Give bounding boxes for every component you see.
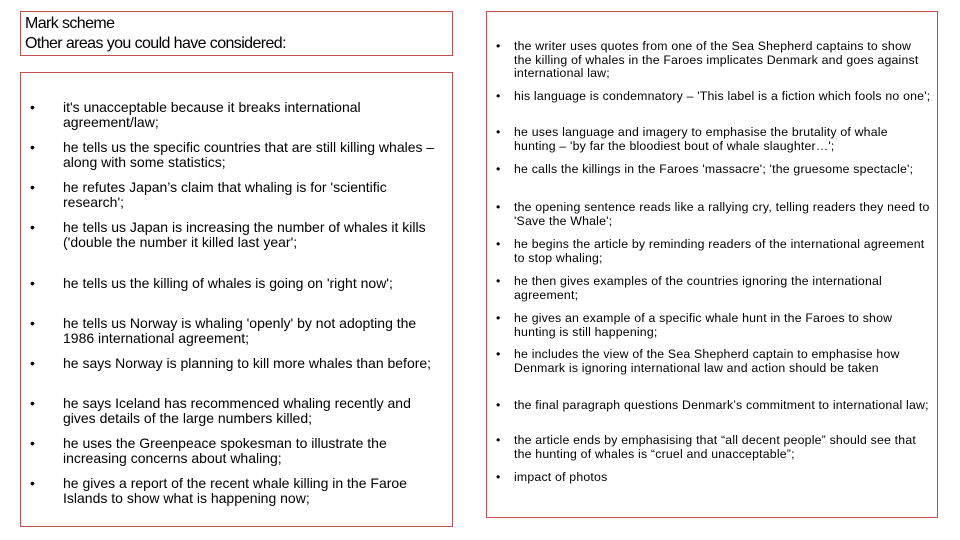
bullet-text: his language is condemnatory – 'This label is a fiction which fools no one'; (514, 89, 931, 103)
bullet-marker: • (30, 315, 35, 331)
bullet-marker: • (496, 470, 501, 484)
bullet-text: he uses language and imagery to emphasise the brutality of whale hunting – 'by far the bloodiest bout of whale slaughter…'; (514, 125, 888, 153)
bullet-text: he calls the killings in the Faroes 'massacre'; 'the gruesome spectacle'; (514, 162, 914, 176)
bullet-text: he gives a report of the recent whale killing in the Faroe Islands to show what is happening now; (63, 475, 407, 506)
title-box (20, 11, 453, 56)
bullet-marker: • (496, 89, 501, 103)
bullet-text: he tells us the killing of whales is going on 'right now'; (63, 275, 393, 291)
bullet-item (21, 436, 452, 466)
bullet-marker: • (30, 99, 35, 115)
other-areas-subheading: Other areas you could have considered: (25, 35, 286, 52)
bullet-item (487, 348, 937, 375)
bullet-item (21, 276, 452, 291)
bullet-item (487, 163, 937, 177)
bullet-item (487, 434, 937, 461)
left-bullet-box (20, 72, 453, 527)
bullet-marker: • (496, 200, 501, 214)
bullet-marker: • (496, 311, 501, 325)
bullet-item (487, 90, 937, 104)
bullet-marker: • (496, 347, 501, 361)
bullet-marker: • (496, 398, 501, 412)
bullet-item (487, 312, 937, 339)
bullet-text: he tells us Norway is whaling 'openly' by not adopting the 1986 international agreement; (63, 315, 417, 346)
bullet-item (21, 476, 452, 506)
bullet-item (21, 356, 452, 371)
bullet-text: the article ends by emphasising that “all decent people” should see that the hunting of whales is “cruel and unacceptable”; (514, 433, 916, 461)
bullet-marker: • (496, 237, 501, 251)
bullet-marker: • (30, 435, 35, 451)
bullet-text: he tells us Japan is increasing the number of whales it kills ('double the number it killed last year'; (63, 219, 426, 250)
bullet-item (487, 471, 937, 485)
bullet-item (487, 399, 937, 413)
bullet-marker: • (496, 39, 501, 53)
bullet-text: it's unacceptable because it breaks international agreement/law; (63, 99, 361, 130)
bullet-marker: • (30, 395, 35, 411)
bullet-marker: • (30, 475, 35, 491)
bullet-marker: • (30, 219, 35, 235)
bullet-marker: • (30, 179, 35, 195)
bullet-marker: • (496, 274, 501, 288)
bullet-item (21, 180, 452, 210)
bullet-text: the final paragraph questions Denmark’s commitment to international law; (514, 398, 929, 412)
bullet-text: he tells us the specific countries that are still killing whales – along with some statistics; (63, 139, 435, 170)
bullet-text: impact of photos (514, 470, 608, 484)
bullet-text: he says Iceland has recommenced whaling recently and gives details of the large numbers killed; (63, 395, 411, 426)
bullet-text: he then gives examples of the countries ignoring the international agreement; (514, 274, 882, 302)
bullet-item (21, 316, 452, 346)
bullet-text: he refutes Japan’s claim that whaling is for 'scientific research'; (63, 179, 387, 210)
bullet-item (487, 40, 937, 81)
bullet-marker: • (496, 433, 501, 447)
bullet-item (487, 201, 937, 228)
bullet-marker: • (30, 275, 35, 291)
bullet-text: he says Norway is planning to kill more whales than before; (63, 355, 432, 371)
bullet-text: the opening sentence reads like a rallying cry, telling readers they need to 'Save the Whale'; (514, 200, 930, 228)
right-bullet-box (486, 11, 938, 518)
mark-scheme-heading: Mark scheme (25, 15, 115, 32)
bullet-text: he uses the Greenpeace spokesman to illustrate the increasing concerns about whaling; (63, 435, 387, 466)
bullet-item (21, 396, 452, 426)
bullet-item (487, 238, 937, 265)
bullet-text: he includes the view of the Sea Shepherd captain to emphasise how Denmark is ignoring international law and action should be taken (514, 347, 900, 375)
bullet-text: he begins the article by reminding readers of the international agreement to stop whaling; (514, 237, 925, 265)
bullet-item (21, 100, 452, 130)
bullet-text: the writer uses quotes from one of the Sea Shepherd captains to show the killing of whales in the Faroes implicates Denmark and goes against international law; (514, 39, 919, 80)
bullet-item (21, 140, 452, 170)
bullet-item (487, 126, 937, 153)
bullet-item (21, 220, 452, 250)
bullet-marker: • (496, 125, 501, 139)
bullet-marker: • (30, 355, 35, 371)
bullet-item (487, 275, 937, 302)
bullet-text: he gives an example of a specific whale hunt in the Faroes to show hunting is still happening; (514, 311, 893, 339)
bullet-marker: • (30, 139, 35, 155)
bullet-marker: • (496, 162, 501, 176)
